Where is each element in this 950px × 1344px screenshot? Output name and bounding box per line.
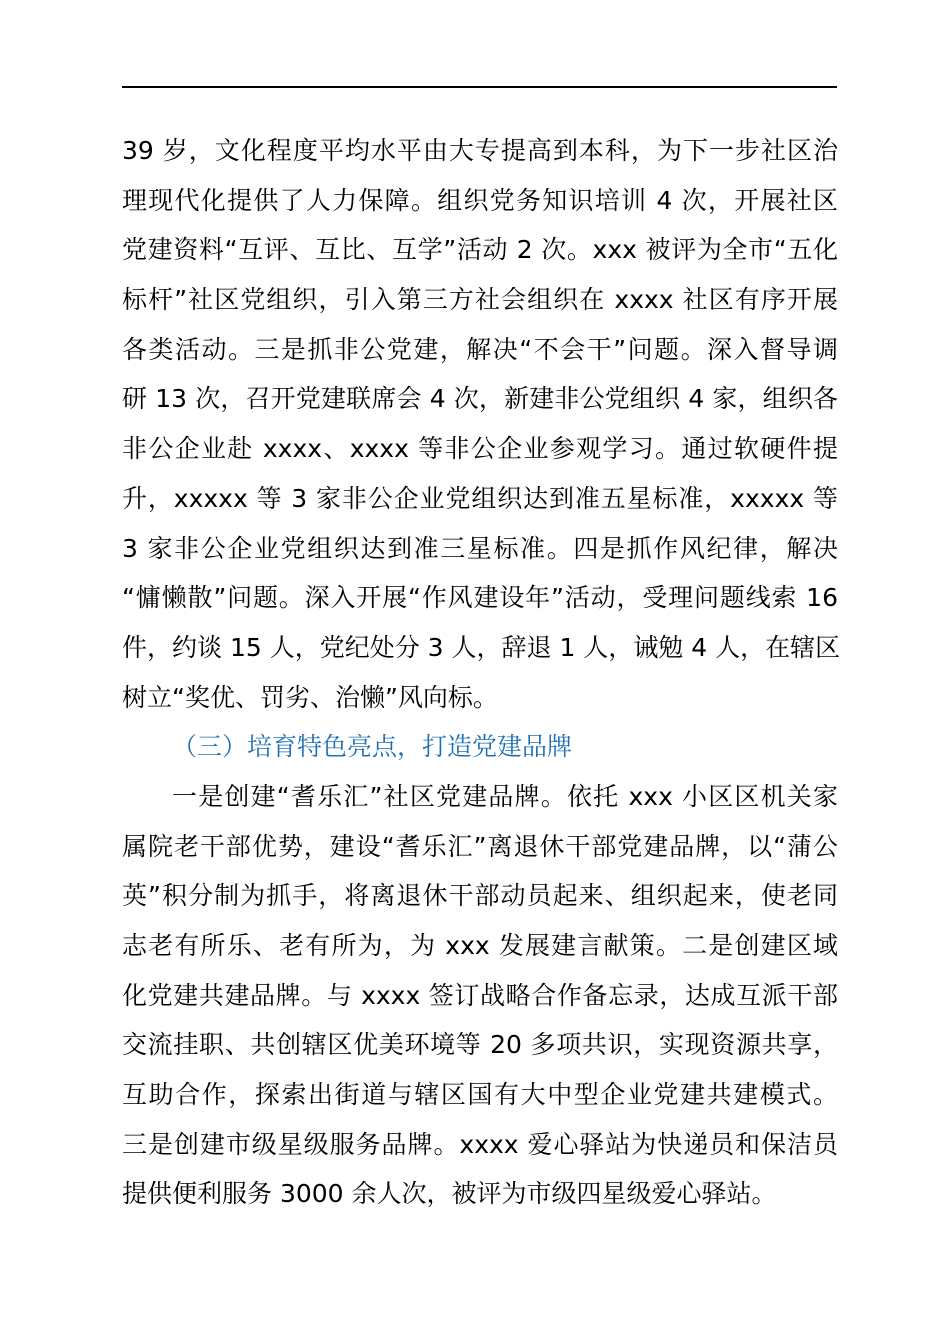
text-line: 标杆”社区党组织，引入第三方社会组织在 xxxx 社区有序开展: [122, 285, 838, 315]
section-heading: （三）培育特色亮点，打造党建品牌: [172, 732, 573, 762]
text-line: 交流挂职、共创辖区优美环境等 20 多项共识，实现资源共享，: [122, 1030, 838, 1060]
text-line: 化党建共建品牌。与 xxxx 签订战略合作备忘录，达成互派干部: [122, 980, 838, 1010]
text-line: 理现代化提供了人力保障。组织党务知识培训 4 次，开展社区: [122, 185, 838, 215]
text-line: 各类活动。三是抓非公党建，解决“不会干”问题。深入督导调: [122, 334, 838, 364]
text-line: 英”积分制为抓手，将离退休干部动员起来、组织起来，使老同: [122, 881, 838, 911]
header-rule: [122, 86, 837, 88]
text-line: 三是创建市级星级服务品牌。xxxx 爱心驿站为快递员和保洁员: [122, 1129, 838, 1159]
text-line: 3 家非公企业党组织达到准三星标准。四是抓作风纪律，解决: [122, 533, 838, 563]
text-line: “慵懒散”问题。深入开展“作风建设年”活动，受理问题线索 16: [122, 583, 838, 613]
text-line: 树立“奖优、罚劣、治懒”风向标。: [122, 682, 498, 712]
text-line: 属院老干部优势，建设“耆乐汇”离退休干部党建品牌，以“蒲公: [122, 831, 838, 861]
text-line: 志老有所乐、老有所为，为 xxx 发展建言献策。二是创建区域: [122, 931, 838, 960]
text-line: 件，约谈 15 人，党纪处分 3 人，辞退 1 人，诫勉 4 人，在辖区: [122, 632, 841, 662]
text-line: 提供便利服务 3000 余人次，被评为市级四星级爱心驿站。: [122, 1179, 777, 1209]
text-line: 一是创建“耆乐汇”社区党建品牌。依托 xxx 小区区机关家: [172, 781, 838, 811]
text-line: 党建资料“互评、互比、互学”活动 2 次。xxx 被评为全市“五化: [122, 235, 838, 265]
text-line: 互助合作，探索出街道与辖区国有大中型企业党建共建模式。: [122, 1080, 838, 1110]
text-line: 非公企业赴 xxxx、xxxx 等非公企业参观学习。通过软硬件提: [122, 434, 838, 464]
text-line: 研 13 次，召开党建联席会 4 次，新建非公党组织 4 家，组织各: [122, 384, 838, 414]
body-text: [122, 126, 841, 1219]
text-line: 39 岁，文化程度平均水平由大专提高到本科，为下一步社区治: [122, 136, 838, 165]
text-line: 升，xxxxx 等 3 家非公企业党组织达到准五星标准，xxxxx 等: [122, 483, 838, 513]
